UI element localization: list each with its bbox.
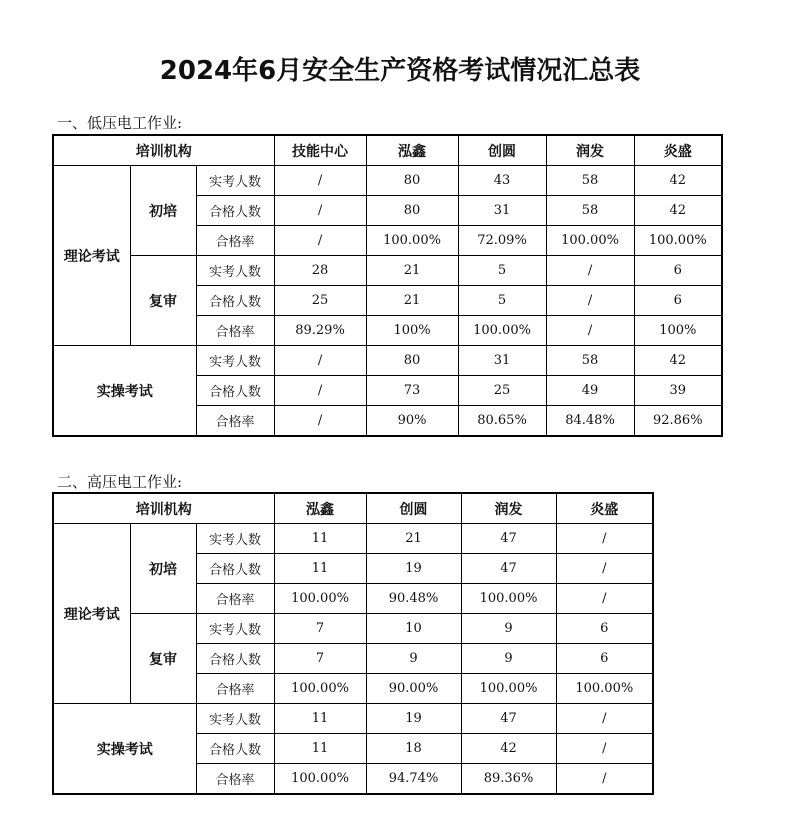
table-cell: 100.00% bbox=[274, 584, 366, 614]
table-cell: 9 bbox=[461, 644, 556, 674]
table-cell: 89.36% bbox=[461, 764, 556, 795]
table-cell: 21 bbox=[366, 256, 458, 286]
table-cell: 7 bbox=[274, 644, 366, 674]
metric-label: 合格人数 bbox=[196, 376, 274, 406]
table-cell: 42 bbox=[634, 346, 722, 376]
header-cell: 润发 bbox=[461, 493, 556, 524]
table-cell: 58 bbox=[546, 196, 634, 226]
table-cell: 5 bbox=[458, 286, 546, 316]
header-cell: 技能中心 bbox=[274, 135, 366, 166]
table-cell: 25 bbox=[458, 376, 546, 406]
table-cell: 100.00% bbox=[634, 226, 722, 256]
table-cell: / bbox=[274, 376, 366, 406]
metric-label: 合格人数 bbox=[196, 644, 274, 674]
table-cell: / bbox=[274, 406, 366, 437]
table-cell: 80.65% bbox=[458, 406, 546, 437]
table-cell: 58 bbox=[546, 166, 634, 196]
header-cell: 培训机构 bbox=[53, 493, 274, 524]
table-cell: 100% bbox=[366, 316, 458, 346]
metric-label: 合格率 bbox=[196, 584, 274, 614]
table-cell: 9 bbox=[461, 614, 556, 644]
metric-label: 实考人数 bbox=[196, 614, 274, 644]
table-cell: / bbox=[556, 704, 653, 734]
table-cell: 21 bbox=[366, 286, 458, 316]
header-cell: 炎盛 bbox=[634, 135, 722, 166]
group-practical: 实操考试 bbox=[53, 704, 196, 795]
header-cell: 炎盛 bbox=[556, 493, 653, 524]
header-cell: 创圆 bbox=[458, 135, 546, 166]
table-cell: 43 bbox=[458, 166, 546, 196]
table-cell: 47 bbox=[461, 704, 556, 734]
low-voltage-table bbox=[52, 134, 723, 437]
table-cell: 42 bbox=[634, 166, 722, 196]
table-row bbox=[53, 524, 653, 554]
table-cell: 94.74% bbox=[366, 764, 461, 795]
table-cell: 89.29% bbox=[274, 316, 366, 346]
table-cell: / bbox=[274, 346, 366, 376]
table-cell: / bbox=[556, 584, 653, 614]
table-cell: 31 bbox=[458, 196, 546, 226]
table-row bbox=[53, 704, 653, 734]
metric-label: 实考人数 bbox=[196, 704, 274, 734]
table-cell: / bbox=[274, 166, 366, 196]
group-review: 复审 bbox=[130, 614, 196, 704]
metric-label: 合格人数 bbox=[196, 554, 274, 584]
header-cell: 泓鑫 bbox=[274, 493, 366, 524]
table-cell: 5 bbox=[458, 256, 546, 286]
table-header-row bbox=[53, 135, 722, 166]
table-cell: 6 bbox=[634, 256, 722, 286]
header-cell: 润发 bbox=[546, 135, 634, 166]
table-cell: 100.00% bbox=[461, 584, 556, 614]
table-cell: 10 bbox=[366, 614, 461, 644]
table-cell: 92.86% bbox=[634, 406, 722, 437]
table-cell: 73 bbox=[366, 376, 458, 406]
metric-label: 合格率 bbox=[196, 674, 274, 704]
metric-label: 合格人数 bbox=[196, 196, 274, 226]
table-row bbox=[53, 256, 722, 286]
table-cell: / bbox=[546, 316, 634, 346]
table-cell: 42 bbox=[461, 734, 556, 764]
table-cell: / bbox=[556, 734, 653, 764]
table-row bbox=[53, 614, 653, 644]
table-cell: 100.00% bbox=[366, 226, 458, 256]
group-practical: 实操考试 bbox=[53, 346, 196, 437]
header-cell: 创圆 bbox=[366, 493, 461, 524]
table-cell: 100.00% bbox=[274, 674, 366, 704]
table-cell: / bbox=[556, 524, 653, 554]
table-cell: 47 bbox=[461, 554, 556, 584]
table-cell: 19 bbox=[366, 554, 461, 584]
table-cell: 80 bbox=[366, 166, 458, 196]
high-voltage-table bbox=[52, 492, 654, 795]
table-cell: 31 bbox=[458, 346, 546, 376]
table-cell: / bbox=[274, 226, 366, 256]
table-cell: 100.00% bbox=[274, 764, 366, 795]
metric-label: 合格率 bbox=[196, 764, 274, 795]
table-cell: 49 bbox=[546, 376, 634, 406]
table-cell: 42 bbox=[634, 196, 722, 226]
table-cell: 19 bbox=[366, 704, 461, 734]
table-cell: 100.00% bbox=[556, 674, 653, 704]
table-cell: / bbox=[546, 256, 634, 286]
group-initial: 初培 bbox=[130, 166, 196, 256]
table-cell: 84.48% bbox=[546, 406, 634, 437]
metric-label: 实考人数 bbox=[196, 256, 274, 286]
table-cell: 90% bbox=[366, 406, 458, 437]
table-row bbox=[53, 166, 722, 196]
metric-label: 合格率 bbox=[196, 406, 274, 437]
table-cell: 28 bbox=[274, 256, 366, 286]
metric-label: 合格人数 bbox=[196, 286, 274, 316]
table-cell: 39 bbox=[634, 376, 722, 406]
table-cell: 100.00% bbox=[458, 316, 546, 346]
table-cell: 11 bbox=[274, 734, 366, 764]
section-label-high-voltage: 二、高压电工作业: bbox=[57, 473, 183, 491]
table-cell: 6 bbox=[556, 614, 653, 644]
table-cell: 11 bbox=[274, 554, 366, 584]
group-theory: 理论考试 bbox=[53, 524, 130, 704]
table-cell: 18 bbox=[366, 734, 461, 764]
table-cell: 25 bbox=[274, 286, 366, 316]
table-cell: 80 bbox=[366, 346, 458, 376]
page-title: 2024年6月安全生产资格考试情况汇总表 bbox=[159, 56, 641, 86]
table-cell: 100% bbox=[634, 316, 722, 346]
table-cell: 47 bbox=[461, 524, 556, 554]
metric-label: 合格率 bbox=[196, 316, 274, 346]
table-cell: 21 bbox=[366, 524, 461, 554]
table-cell: / bbox=[556, 764, 653, 795]
table-cell: 9 bbox=[366, 644, 461, 674]
table-cell: 7 bbox=[274, 614, 366, 644]
table-cell: / bbox=[274, 196, 366, 226]
table-cell: 6 bbox=[634, 286, 722, 316]
metric-label: 实考人数 bbox=[196, 166, 274, 196]
header-cell: 培训机构 bbox=[53, 135, 274, 166]
table-cell: 80 bbox=[366, 196, 458, 226]
section-label-low-voltage: 一、低压电工作业: bbox=[57, 114, 183, 132]
table-cell: 90.48% bbox=[366, 584, 461, 614]
table-cell: 6 bbox=[556, 644, 653, 674]
table-cell: 90.00% bbox=[366, 674, 461, 704]
table-cell: 72.09% bbox=[458, 226, 546, 256]
metric-label: 实考人数 bbox=[196, 346, 274, 376]
table-cell: / bbox=[556, 554, 653, 584]
table-cell: 11 bbox=[274, 524, 366, 554]
table-cell: 100.00% bbox=[461, 674, 556, 704]
table-row bbox=[53, 346, 722, 376]
table-header-row bbox=[53, 493, 653, 524]
group-review: 复审 bbox=[130, 256, 196, 346]
table-cell: 58 bbox=[546, 346, 634, 376]
metric-label: 合格人数 bbox=[196, 734, 274, 764]
group-theory: 理论考试 bbox=[53, 166, 130, 346]
group-initial: 初培 bbox=[130, 524, 196, 614]
table-cell: 11 bbox=[274, 704, 366, 734]
metric-label: 合格率 bbox=[196, 226, 274, 256]
table-cell: 100.00% bbox=[546, 226, 634, 256]
header-cell: 泓鑫 bbox=[366, 135, 458, 166]
metric-label: 实考人数 bbox=[196, 524, 274, 554]
table-cell: / bbox=[546, 286, 634, 316]
